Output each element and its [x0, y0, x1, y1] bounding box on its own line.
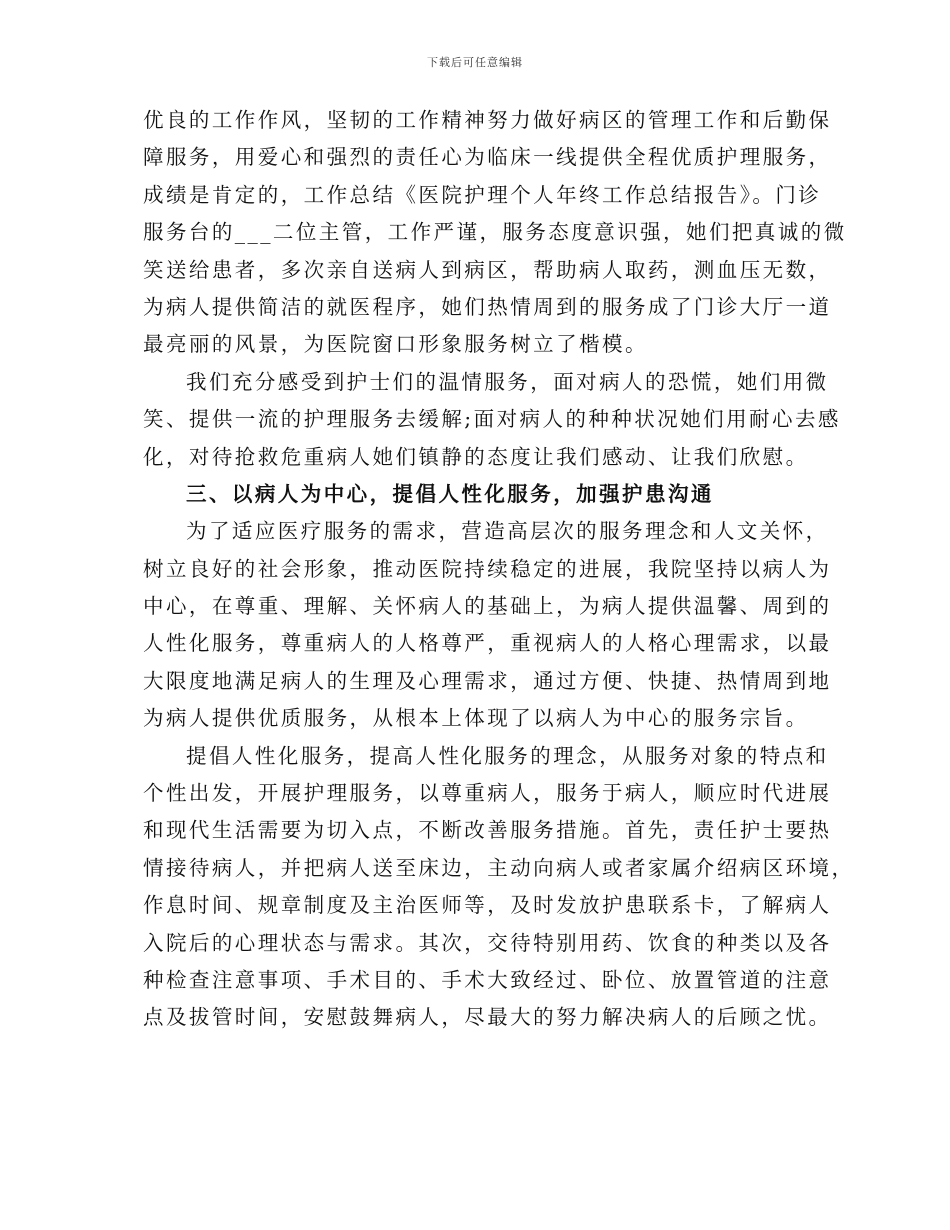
text-line: 作息时间、规章制度及主治医师等，及时发放护患联系卡，了解病人 [143, 893, 832, 918]
text-line: 情接待病人，并把病人送至床边，主动向病人或者家属介绍病区环境， [143, 855, 855, 880]
text-line: 化，对待抢救危重病人她们镇静的态度让我们感动、让我们欣慰。 [143, 444, 809, 469]
text-line: 种检查注意事项、手术目的、手术大致经过、卧位、放置管道的注意 [143, 967, 832, 992]
paragraph-first-line: 我们充分感受到护士们的温情服务，面对病人的恐慌，她们用微 [186, 369, 829, 394]
text-line: 个性出发，开展护理服务，以尊重病人，服务于病人，顺应时代进展 [143, 781, 832, 806]
text-line: 人性化服务，尊重病人的人格尊严，重视病人的人格心理需求，以最 [143, 631, 832, 656]
text-line: 树立良好的社会形象，推动医院持续稳定的进展，我院坚持以病人为 [143, 556, 832, 581]
section-heading: 三、以病人为中心，提倡人性化服务，加强护患沟通 [186, 481, 714, 506]
document-body [143, 102, 855, 1037]
paragraph-first-line: 为了适应医疗服务的需求，营造高层次的服务理念和人文关怀， [186, 519, 829, 544]
text-line: 中心，在尊重、理解、关怀病人的基础上，为病人提供温馨、周到的 [143, 594, 832, 619]
text-line: 和现代生活需要为切入点，不断改善服务措施。首先，责任护士要热 [143, 818, 832, 843]
text-line: 服务台的___二位主管，工作严谨，服务态度意识强，她们把真诚的微 [143, 220, 847, 245]
text-line: 障服务，用爱心和强烈的责任心为临床一线提供全程优质护理服务， [143, 145, 832, 170]
text-line: 笑送给患者，多次亲自送病人到病区，帮助病人取药，测血压无数， [143, 257, 832, 282]
text-line: 入院后的心理状态与需求。其次，交待特别用药、饮食的种类以及各 [143, 930, 832, 955]
text-line: 优良的工作作风，坚韧的工作精神努力做好病区的管理工作和后勤保 [143, 108, 832, 132]
paragraph-first-line: 提倡人性化服务，提高人性化服务的理念，从服务对象的特点和 [186, 743, 829, 768]
page-header: 下载后可任意编辑 [427, 56, 523, 69]
text-line: 大限度地满足病人的生理及心理需求，通过方便、快捷、热情周到地 [143, 668, 832, 693]
text-line: 笑、提供一流的护理服务去缓解;面对病人的种种状况她们用耐心去感 [143, 407, 841, 432]
text-line: 点及拔管时间，安慰鼓舞病人，尽最大的努力解决病人的后顾之忧。 [143, 1005, 832, 1030]
text-line: 成绩是肯定的，工作总结《医院护理个人年终工作总结报告》。门诊 [143, 182, 822, 207]
text-line: 为病人提供优质服务，从根本上体现了以病人为中心的服务宗旨。 [143, 706, 809, 731]
text-line: 最亮丽的风景，为医院窗口形象服务树立了楷模。 [143, 332, 648, 357]
text-line: 为病人提供简洁的就医程序，她们热情周到的服务成了门诊大厅一道 [143, 294, 832, 319]
